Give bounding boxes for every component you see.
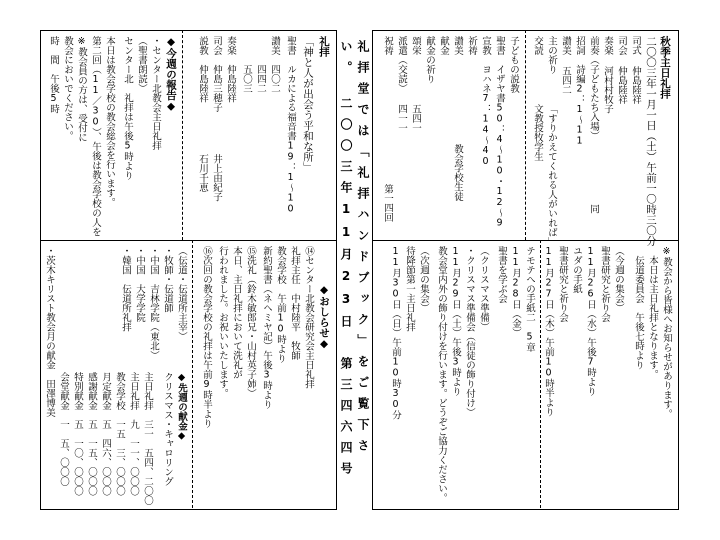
service-header: 秋季主日礼拝 bbox=[659, 36, 671, 99]
notice-header: ◆おしらせ◆ bbox=[318, 284, 330, 350]
right-top-continued bbox=[376, 34, 522, 238]
notice-18: 待降節第一主日礼拝 bbox=[404, 246, 415, 332]
caroling-line: クリスマス・キャロリング bbox=[162, 372, 173, 486]
lnotice-7: 行われました。お祝いいたします。 bbox=[217, 246, 228, 398]
report-line-7: 教会においでください。 bbox=[62, 36, 73, 141]
order-item-9: 祈祷 bbox=[466, 36, 477, 55]
offering-header: ◆先週の献金◆ bbox=[176, 372, 187, 442]
notice-9: 11月27日（木）午前10時半より bbox=[543, 246, 554, 417]
worship-line-5: 奏楽 仲島陸祥 bbox=[225, 36, 236, 103]
worship-title: 礼拝 bbox=[318, 36, 330, 57]
officer-3: 奏楽 河村村牧子 bbox=[602, 36, 613, 114]
center-band-text: 礼拝堂では「礼拝ハンドブック」をご覧下さい。 二〇〇三年11月23日 第三四六四号 bbox=[339, 40, 370, 483]
lnotice-8: ⑯次回の教会学校の礼拝は午前9時半より bbox=[201, 246, 212, 428]
worship-line-4: 五〇三 bbox=[241, 36, 252, 93]
officer-2: 司会 仲島陸祥 bbox=[616, 36, 627, 104]
notice-15: 11月29日（土）午後3時より bbox=[450, 246, 461, 396]
worship-line-3: 四四二 bbox=[255, 36, 266, 93]
officer-1: 司式 仲島陸祥 bbox=[630, 36, 641, 104]
report-line-1: ・センター北教会主日礼拝 bbox=[150, 36, 161, 150]
lnotice-5: ⑮洗礼（鈴木敏郎兄・山村英子姉） bbox=[245, 246, 256, 398]
notice-5: 聖書研究と祈り会 bbox=[599, 246, 610, 322]
notice-16: 教会堂内外の飾り付けを行います。どうぞご協力ください。 bbox=[436, 246, 447, 503]
worship-name-1: 井上由紀子 bbox=[211, 154, 222, 202]
report-line-2: （聖書朗読） bbox=[136, 36, 147, 93]
left-divider-vertical-bottom bbox=[192, 240, 193, 508]
report-line-4: 本日は教会学校の教会総会を行います。 bbox=[104, 36, 115, 207]
sermon-title: 「すりかえてくれる人がいれば」 bbox=[546, 104, 557, 247]
notice-13: （クリスマス準備） bbox=[478, 246, 489, 332]
lnotice-1: ⑭センター北教会研究会主日礼拝 bbox=[303, 246, 314, 389]
notice-6: 11月26日（水）午後7時より bbox=[585, 246, 596, 396]
report-line-3: センター北 礼拝は午後5時より bbox=[122, 36, 133, 180]
order-right-values: 同 bbox=[588, 204, 599, 214]
order-item-4: 主の祈り bbox=[546, 36, 557, 74]
right-bottom-continued bbox=[376, 244, 538, 504]
left-top-left bbox=[44, 34, 180, 238]
right-divider-horizontal bbox=[372, 240, 678, 241]
notice-3: 伝道委員会 午後七時より bbox=[633, 246, 644, 370]
lnotice-2: 礼拝主任 中村陸平 牧師 bbox=[289, 246, 300, 360]
offering-row-4: 月定献金 五 四六、〇〇〇 bbox=[100, 372, 111, 496]
left-bottom-left bbox=[44, 244, 190, 504]
notice-17: （次週の集会） bbox=[418, 246, 429, 313]
order-item-10: 讃美 bbox=[452, 36, 463, 55]
worship-subtitle: 「神と人が出会う平和な所」 bbox=[302, 36, 314, 173]
order-item-13: 頌栄 bbox=[410, 36, 421, 55]
mission-line-5: ・韓国 伝道所礼拝 bbox=[120, 246, 131, 332]
notice-19: 11月30日（日）午前10時30分 bbox=[390, 246, 401, 420]
order-item-15: 祝祷 bbox=[382, 36, 393, 55]
report-line-5: 第二回（11／30）、午後は教会学校の人を bbox=[90, 36, 101, 237]
notice-10: テモテへの手紙二 5章 bbox=[524, 246, 535, 352]
order-item-6: 子どもの説教 bbox=[508, 36, 519, 93]
offering-row-5: 感謝献金 五 一五、〇〇〇 bbox=[86, 372, 97, 496]
order-item-7: 聖書 イザヤ書50：4〜10・12〜9 bbox=[494, 36, 505, 229]
worship-line-1: 聖書 ルカによる福音書19：1〜10 bbox=[285, 36, 296, 215]
notice-1: ※教会から皆様へお知らせがあります。 bbox=[661, 246, 672, 419]
order-item-5: 交読 bbox=[532, 36, 543, 55]
page-ref: 第一四回 bbox=[382, 184, 393, 222]
mission-line-4: ・中国 大学学院 bbox=[134, 246, 145, 322]
worship-line-7: 説教 仲島陸祥 bbox=[197, 36, 208, 103]
notice-12: 聖書を学ぶ会 bbox=[496, 246, 507, 303]
hymn-2: 四一一 bbox=[396, 104, 407, 133]
order-item-2: 招詞 詩編2：1〜11 bbox=[574, 36, 585, 147]
offering-row-6: 特別献金 五 一〇、〇〇〇 bbox=[72, 372, 83, 496]
hymn-1: 五四一 bbox=[410, 104, 421, 133]
left-divider-vertical-top bbox=[182, 30, 183, 240]
notice-8: 聖書研究と祈り会 bbox=[557, 246, 568, 322]
worship-line-6: 司会 仲島三穂子 bbox=[211, 36, 222, 112]
worship-line-2: 讃美 四〇二 bbox=[269, 36, 280, 93]
service-date: 二〇〇三年一月一日（土）午前一〇時三〇分 bbox=[645, 36, 657, 246]
right-bottom-notices bbox=[543, 244, 675, 504]
notice-11: 11月28日（金） bbox=[510, 246, 521, 338]
right-top-order bbox=[528, 34, 674, 247]
offering-row-2: 主日礼拝 九 一一、〇〇〇 bbox=[128, 372, 139, 496]
right-divider-vertical-top bbox=[525, 30, 526, 240]
offering-row-3: 教会学校 一五 三、〇〇〇 bbox=[114, 372, 125, 496]
right-divider-vertical-bottom bbox=[540, 240, 541, 508]
report-line-8: 時 間 午後5時 bbox=[48, 36, 59, 114]
report-title: ◆今週の報告◆ bbox=[165, 36, 177, 113]
notice-14: ・クリスマス準備会（信徒の飾り付け） bbox=[464, 246, 475, 417]
left-top-right bbox=[185, 34, 333, 238]
lnotice-6: 本日、主日礼拝において洗礼が bbox=[231, 246, 242, 379]
report-line-6: ※教会員の方は、受付に bbox=[76, 36, 87, 142]
order-item-3: 讃美 五四二 bbox=[560, 36, 571, 95]
order-item-14: 派遣（交読） bbox=[396, 36, 407, 93]
order-item-1: 前奏（子どもたち入場） bbox=[588, 36, 599, 141]
left-divider-horizontal bbox=[40, 240, 336, 241]
notice-7: ユダの手紙 bbox=[571, 246, 582, 294]
offering-footer: ・茨木キリスト教会月の献金 田澤博美 bbox=[44, 246, 55, 417]
notice-2: 本日は主日礼拝となります。 bbox=[647, 246, 658, 379]
offering-row-1: 主日礼拝 三一 五四、二〇〇 bbox=[142, 372, 153, 505]
notice-4: （今週の集会） bbox=[613, 246, 624, 313]
order-item-8: 宣教 ヨハネ7：14〜40 bbox=[480, 36, 491, 167]
mission-line-1: （伝道・伝道所主宰） bbox=[176, 246, 187, 341]
offering-row-7: 会堂献金 一 五、〇〇〇 bbox=[58, 372, 69, 486]
mission-line-3: ・中国 吉林学院（東北） bbox=[148, 246, 159, 360]
mission-line-2: ・牧師・伝道師 bbox=[162, 246, 173, 313]
left-bottom-right bbox=[195, 244, 333, 504]
order-item-11: 献金 bbox=[438, 36, 449, 55]
worship-name-2: 石川千恵 bbox=[197, 154, 208, 192]
sermon-by: 文教授牧学生 bbox=[532, 104, 543, 161]
role-note: 教会学校生徒 bbox=[452, 144, 463, 201]
lnotice-4: 新約聖書（ネヘミヤ記）午後3時より bbox=[261, 246, 272, 409]
lnotice-3: 教会学校 午前10時より bbox=[275, 246, 286, 363]
order-item-12: 献金の祈り bbox=[424, 36, 435, 84]
